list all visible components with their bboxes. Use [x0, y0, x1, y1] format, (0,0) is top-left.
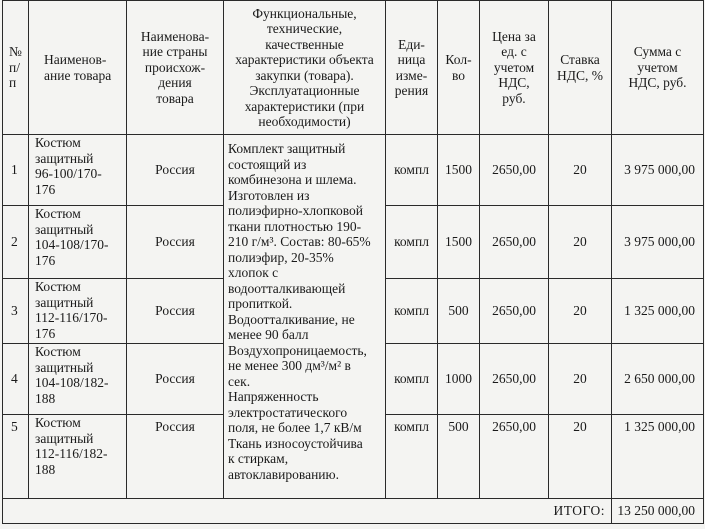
row-product-name: Костюм защитный 112-116/182- 188 — [29, 415, 127, 499]
row-unit: компл — [386, 344, 438, 415]
row-sum: 3 975 000,00 — [612, 135, 704, 206]
header-price: Цена за ед. с учетом НДС, руб. — [480, 1, 549, 135]
header-qty: Кол- во — [438, 1, 480, 135]
row-price: 2650,00 — [480, 135, 549, 206]
product-description: Комплект защитный состоящий из комбинезона и шлема. Изготовлен из полиэфирно-хлопковой ткани плотностью 190- 210 г/м³. Состав: 80-65% полиэфир, 20-35% хлопок с водоотталкивающей пропиткой. Водоотталкивание, не менее 90 балл Воздухопроницаемость, не менее 300 дм³/м² в сек. Напряженность электростатического поля, не более 1,7 кВ/м Ткань износоустойчива к стиркам, автоклавированию. — [224, 135, 386, 499]
row-country: Россия — [127, 415, 224, 499]
row-country: Россия — [127, 135, 224, 206]
row-num: 1 — [3, 135, 29, 206]
row-price: 2650,00 — [480, 206, 549, 279]
row-qty: 1500 — [438, 206, 480, 279]
total-value: 13 250 000,00 — [612, 499, 704, 524]
row-product-name: Костюм защитный 112-116/170- 176 — [29, 279, 127, 344]
table-row — [3, 135, 704, 206]
row-unit: компл — [386, 415, 438, 499]
row-vat: 20 — [549, 415, 612, 499]
row-price: 2650,00 — [480, 344, 549, 415]
row-country: Россия — [127, 344, 224, 415]
row-qty: 500 — [438, 279, 480, 344]
header-unit: Еди- ница изме- рения — [386, 1, 438, 135]
row-vat: 20 — [549, 206, 612, 279]
row-unit: компл — [386, 206, 438, 279]
row-price: 2650,00 — [480, 415, 549, 499]
row-country: Россия — [127, 279, 224, 344]
row-num: 2 — [3, 206, 29, 279]
header-row — [3, 1, 704, 135]
header-description: Функциональные, технические, качественные характеристики объекта закупки (товара). Эксплуатационные характеристики (при необходимости) — [224, 1, 386, 135]
row-sum: 1 325 000,00 — [612, 279, 704, 344]
header-name: Наименов- ание товара — [29, 1, 127, 135]
row-sum: 1 325 000,00 — [612, 415, 704, 499]
row-vat: 20 — [549, 135, 612, 206]
row-product-name: Костюм защитный 96-100/170- 176 — [29, 135, 127, 206]
header-country: Наименова- ние страны происхож- дения товара — [127, 1, 224, 135]
row-qty: 1500 — [438, 135, 480, 206]
row-product-name: Костюм защитный 104-108/182- 188 — [29, 344, 127, 415]
row-sum: 3 975 000,00 — [612, 206, 704, 279]
row-sum: 2 650 000,00 — [612, 344, 704, 415]
row-qty: 500 — [438, 415, 480, 499]
specification-table — [2, 0, 704, 524]
header-sum: Сумма с учетом НДС, руб. — [612, 1, 704, 135]
row-num: 4 — [3, 344, 29, 415]
total-row — [3, 499, 704, 524]
row-unit: компл — [386, 135, 438, 206]
row-country: Россия — [127, 206, 224, 279]
header-num: № п/ п — [3, 1, 29, 135]
row-unit: компл — [386, 279, 438, 344]
row-num: 5 — [3, 415, 29, 499]
row-product-name: Костюм защитный 104-108/170- 176 — [29, 206, 127, 279]
row-vat: 20 — [549, 344, 612, 415]
row-price: 2650,00 — [480, 279, 549, 344]
row-qty: 1000 — [438, 344, 480, 415]
header-vat: Ставка НДС, % — [549, 1, 612, 135]
total-label: ИТОГО: — [3, 499, 612, 524]
row-vat: 20 — [549, 279, 612, 344]
row-num: 3 — [3, 279, 29, 344]
